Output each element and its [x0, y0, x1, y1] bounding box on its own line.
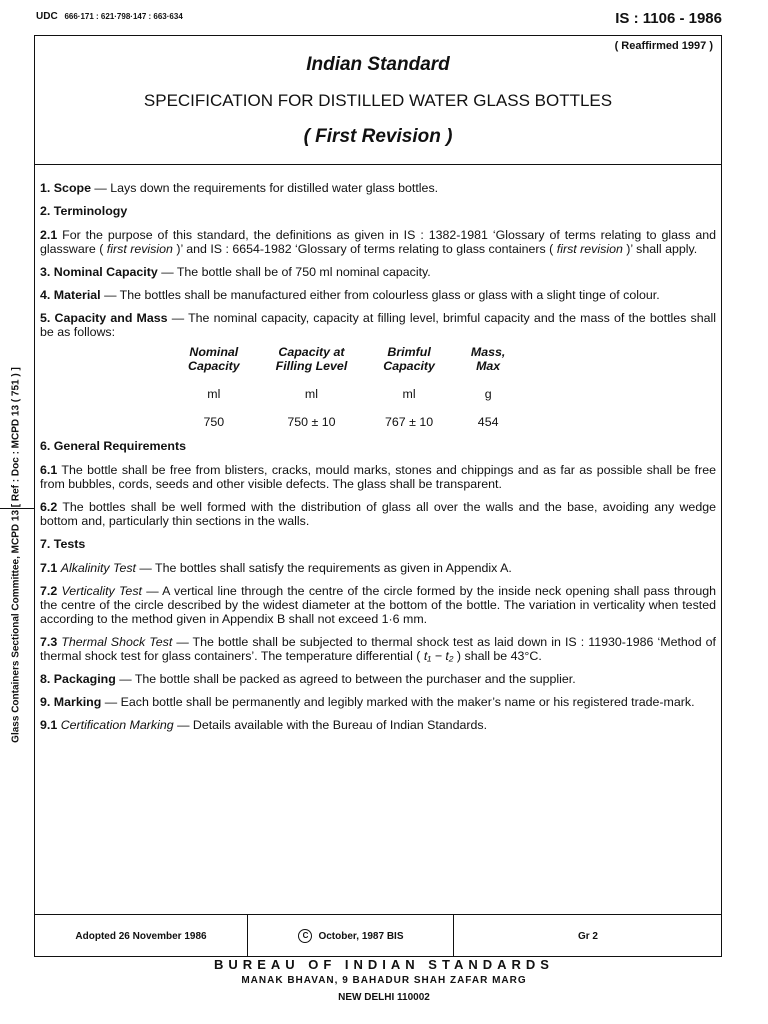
section-number: 7. — [40, 537, 51, 551]
clause-number: 7.3 — [40, 635, 58, 649]
section-terminology — [40, 204, 716, 218]
section-general-requirements — [40, 439, 716, 453]
table-header: Nominal Capacity — [188, 345, 240, 373]
clause-9-1 — [40, 718, 716, 732]
clause-italic: first revision — [106, 242, 173, 256]
section-number: 2. — [40, 204, 51, 218]
sidebar-committee-text: Glass Containers Sectional Committee, MCPD 13 [ Ref : Doc : MCPD 13 ( 751 ) ] — [10, 367, 22, 743]
table-cell: ml — [402, 387, 416, 401]
document-frame — [34, 35, 722, 957]
section-text: — The bottle shall be of 750 ml nominal capacity. — [157, 265, 431, 279]
section-heading: Nominal Capacity — [53, 265, 158, 279]
clause-text: For the purpose of this standard, the definitions as given in IS : 1382-1981 ‘Glossary of terms relating to glass and glassware ( — [40, 228, 716, 256]
section-heading: Tests — [53, 537, 86, 551]
clause-2-1 — [40, 228, 716, 256]
section-marking — [40, 695, 716, 709]
document-body — [40, 181, 716, 741]
indian-standard-heading: Indian Standard — [306, 54, 450, 75]
clause-text: The bottle shall be free from blisters, cracks, mould marks, stones and chippings and as far as possible shall be free from bubbles, cords, seeds and other visible defects. The glass shall be transparent. — [40, 463, 716, 491]
table-row — [170, 401, 523, 429]
clause-6-2 — [40, 500, 716, 528]
clause-number: 6.1 — [40, 463, 58, 477]
clause-text: )’ shall apply. — [622, 242, 698, 256]
table-cell: g — [484, 387, 492, 401]
table-header: Mass, Max — [470, 345, 506, 373]
section-number: 5. — [40, 311, 51, 325]
margin-tick — [0, 508, 34, 509]
section-text: — The bottle shall be packed as agreed to between the purchaser and the supplier. — [115, 672, 576, 686]
clause-text: The bottles shall be well formed with the distribution of glass all over the walls and the base, avoiding any wedge bottom and, particularly thin sections in the walls. — [40, 500, 716, 528]
table-cell: 750 ± 10 — [287, 415, 336, 429]
table-header: Capacity at Filling Level — [275, 345, 348, 373]
section-heading: Packaging — [53, 672, 116, 686]
clause-6-1 — [40, 463, 716, 491]
section-material — [40, 288, 716, 302]
table-row — [170, 373, 523, 401]
clause-7-2 — [40, 584, 716, 626]
price-grade: Gr 2 — [453, 915, 722, 957]
clause-heading: Alkalinity Test — [60, 561, 136, 575]
publisher-name: BUREAU OF INDIAN STANDARDS — [214, 957, 554, 972]
udc-label: UDC — [36, 11, 58, 22]
clause-7-1 — [40, 561, 716, 575]
sidebar-committee — [5, 365, 27, 745]
copyright-text: October, 1987 BIS — [318, 930, 404, 942]
section-number: 3. — [40, 265, 51, 279]
section-number: 4. — [40, 288, 51, 302]
section-text: — The bottles shall be manufactured either from colourless glass or glass with a slight tinge of colour. — [100, 288, 660, 302]
clause-heading: Verticality Test — [61, 584, 142, 598]
section-number: 1. — [40, 181, 51, 195]
copyright-icon: C — [298, 929, 312, 943]
section-number: 8. — [40, 672, 51, 686]
publisher-address-line2: NEW DELHI 110002 — [338, 992, 430, 1003]
section-tests — [40, 537, 716, 551]
section-text: — The nominal capacity, capacity at filling level, brimful capacity and the mass of the bottles shall be as follows: — [40, 311, 717, 339]
udc-line — [36, 11, 183, 22]
publisher-address-line1: MANAK BHAVAN, 9 BAHADUR SHAH ZAFAR MARG — [241, 975, 527, 986]
header-rule — [35, 164, 721, 165]
clause-7-3 — [40, 635, 716, 663]
section-text: — Each bottle shall be permanently and legibly marked with the maker’s name or his registered trade-mark. — [101, 695, 695, 709]
udc-code: 666·171 : 621·798·147 : 663·634 — [64, 12, 183, 21]
clause-number: 9.1 — [40, 718, 58, 732]
table-cell: ml — [207, 387, 221, 401]
standard-number: IS : 1106 - 1986 — [615, 10, 722, 27]
document-title: SPECIFICATION FOR DISTILLED WATER GLASS BOTTLES — [143, 91, 613, 110]
section-heading: Capacity and Mass — [54, 311, 168, 325]
clause-italic: first revision — [556, 242, 623, 256]
clause-heading: Certification Marking — [60, 718, 174, 732]
section-nominal-capacity — [40, 265, 716, 279]
table-cell: 767 ± 10 — [385, 415, 434, 429]
clause-number: 7.2 — [40, 584, 58, 598]
clause-number: 7.1 — [40, 561, 58, 575]
temperature-formula: t₁ − t₂ — [423, 649, 454, 663]
adopted-date: Adopted 26 November 1986 — [75, 930, 207, 942]
table-header: Brimful Capacity — [383, 345, 435, 373]
section-heading: Material — [53, 288, 101, 302]
footer-info-row — [35, 914, 721, 957]
copyright-cell — [247, 915, 454, 957]
clause-heading: Thermal Shock Test — [61, 635, 173, 649]
section-heading: Scope — [53, 181, 91, 195]
clause-text: — Details available with the Bureau of Indian Standards. — [173, 718, 488, 732]
table-cell: 750 — [203, 415, 225, 429]
reaffirmed-note: ( Reaffirmed 1997 ) — [614, 40, 713, 52]
section-heading: Terminology — [53, 204, 128, 218]
table-cell: ml — [304, 387, 318, 401]
capacity-table — [170, 345, 523, 429]
section-number: 6. — [40, 439, 51, 453]
clause-text: )’ and IS : 6654-1982 ‘Glossary of terms relating to glass containers ( — [172, 242, 557, 256]
section-text: — Lays down the requirements for distilled water glass bottles. — [90, 181, 439, 195]
clause-text: ) shall be 43°C. — [453, 649, 542, 663]
section-capacity-mass — [40, 311, 716, 339]
section-number: 9. — [40, 695, 51, 709]
table-header-row — [170, 345, 523, 373]
clause-text: — The bottle shall be subjected to thermal shock test as laid down in IS : 11930-1986 ‘Method of thermal shock test for glass containers’. The temperature differential ( — [40, 635, 716, 663]
clause-number: 6.2 — [40, 500, 58, 514]
clause-text: — The bottles shall satisfy the requirements as given in Appendix A. — [135, 561, 512, 575]
clause-number: 2.1 — [40, 228, 58, 242]
section-packaging — [40, 672, 716, 686]
table-cell: 454 — [477, 415, 499, 429]
section-heading: General Requirements — [53, 439, 187, 453]
clause-text: — A vertical line through the centre of the circle formed by the inside neck opening shall pass through the centre of the circle described by the widest diameter at the bottom of the bottle. The variation in verticality when tested according to the method given in Appendix B shall not exceed 1·6 mm. — [40, 584, 716, 626]
revision-label: ( First Revision ) — [303, 126, 453, 147]
section-heading: Marking — [53, 695, 102, 709]
section-scope — [40, 181, 716, 195]
